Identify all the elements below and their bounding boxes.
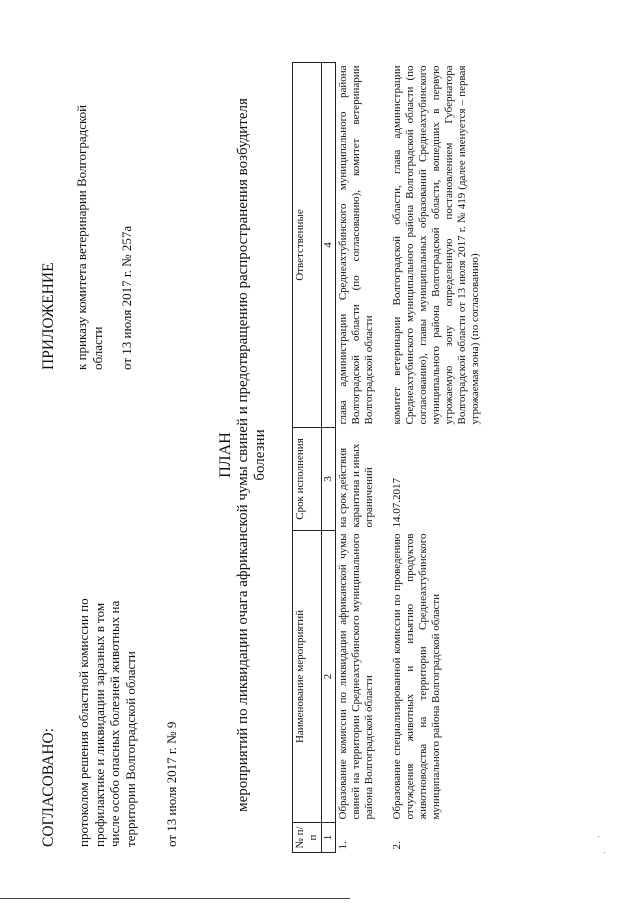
scan-speck (598, 836, 599, 837)
header-name: Наименование мероприятий (293, 531, 322, 823)
row-measure: Образование комиссии по ликвидации африканской чумы свиней на территории Среднеахтубинского муниципального района Волгоградской области (337, 533, 375, 820)
header-responsible: Ответственные (293, 63, 322, 428)
column-number: 3 (322, 428, 336, 531)
appendix-date: от 13 июля 2017 г. № 257а (119, 225, 134, 370)
plan-table (292, 62, 483, 853)
footer-rule (0, 898, 350, 899)
appendix-heading: ПРИЛОЖЕНИЕ (40, 262, 57, 370)
plan-subtitle: мероприятий по ликвидации очага африканской чумы свиней и предотвращению распространения возбудителя болезни (235, 98, 268, 812)
approval-text: протоколом решения областной комиссии по профилактике и ликвидации заразных в том числе особо опасных болезней животных на территории Волгоградской области (76, 598, 138, 847)
plan-title-block (217, 75, 269, 835)
column-number: 4 (322, 63, 336, 428)
plan-title: ПЛАН (217, 432, 234, 478)
row-number: 1. (337, 841, 349, 850)
row-term: 14.07.2017 (391, 478, 403, 528)
column-number: 1 (322, 823, 336, 853)
approval-heading: СОГЛАСОВАНО: (40, 727, 57, 847)
row-term: на срок действия карантина и иных ограничений (337, 443, 375, 528)
approval-date: от 13 июля 2017 г. № 9 (164, 721, 179, 847)
header-term: Срок исполнения (293, 428, 322, 531)
approval-block (40, 587, 180, 847)
table-header-row (293, 63, 322, 853)
header-number: № п/п (293, 823, 322, 853)
scan-speck (604, 852, 605, 853)
row-responsible: комитет ветеринарии Волгоградской области, глава администрации Среднеахтубинского муниципального района Волгоградской области (по согласованию), главы муниципальных образований Среднеахтубинского муниципального района Волгоградской области, вошедших в первую угрожаемую зону определенную постановлением Губернатора Волгоградской области от 13 июля 2017 г. № 419 (далее именуется – первая угрожаемая зона) (по согласованию) (391, 65, 481, 425)
row-measure: Образование специализированной комиссии по проведению отчуждения животных и изъятию продуктов животноводства на территории Среднеахтубинского муниципального района Волгоградской области (391, 533, 442, 820)
table-row (336, 63, 378, 853)
appendix-text: к приказу комитета ветеринарии Волгоградской области (74, 104, 105, 370)
row-number: 2. (391, 841, 403, 850)
column-number: 2 (322, 531, 336, 823)
row-responsible: глава администрации Среднеахтубинского муниципального района Волгоградской области (по согласованию), комитет ветеринарии Волгоградской области (337, 65, 375, 425)
column-number-row (322, 63, 336, 853)
table-row (377, 63, 483, 853)
appendix-block (40, 70, 135, 370)
